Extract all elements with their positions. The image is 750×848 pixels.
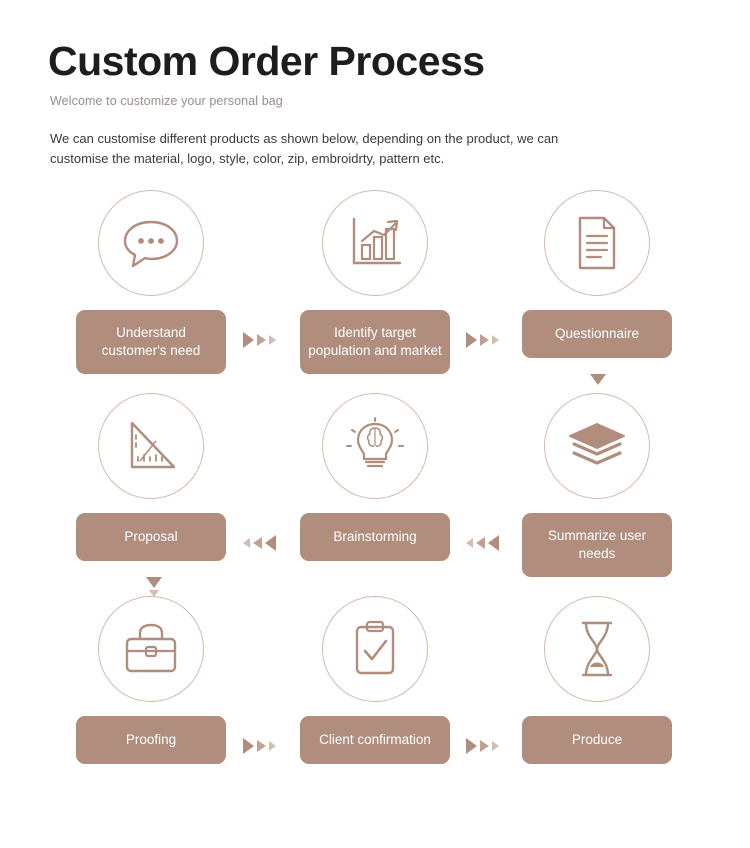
stacked-layers-icon <box>566 420 628 472</box>
step-3-icon-circle <box>544 190 650 296</box>
arrow-down-icon <box>146 577 162 588</box>
arrow-right-icon <box>480 740 489 752</box>
page-title: Custom Order Process <box>48 38 485 84</box>
step-8-icon-circle <box>322 596 428 702</box>
arrow-left-icon <box>488 535 499 551</box>
hourglass-icon <box>573 619 621 679</box>
chat-bubble-icon <box>121 216 181 270</box>
step-4-icon-circle <box>98 393 204 499</box>
arrow-right-icon <box>480 334 489 346</box>
step-5-icon-circle <box>322 393 428 499</box>
process-step-7[interactable] <box>56 596 246 764</box>
row3-arrow-1 <box>243 738 276 754</box>
arrow-right-icon <box>243 738 254 754</box>
arrow-right-icon <box>269 741 276 751</box>
process-step-1[interactable] <box>56 190 246 374</box>
process-step-9[interactable] <box>502 596 692 764</box>
row2-to-row3-arrow <box>146 577 162 597</box>
arrow-right-icon <box>492 335 499 345</box>
step-1-icon-circle <box>98 190 204 296</box>
row1-arrow-2 <box>466 332 499 348</box>
arrow-left-icon <box>466 538 473 548</box>
set-square-ruler-icon <box>122 417 180 475</box>
step-6-label: Summarize user needs <box>522 513 672 577</box>
step-8-label: Client confirmation <box>300 716 450 764</box>
arrow-down-icon <box>590 374 606 385</box>
row3-arrow-2 <box>466 738 499 754</box>
arrow-right-icon <box>257 334 266 346</box>
arrow-right-icon <box>243 332 254 348</box>
header <box>48 38 708 169</box>
document-lines-icon <box>573 214 621 272</box>
step-9-label: Produce <box>522 716 672 764</box>
row2-arrow-1 <box>243 535 276 551</box>
process-step-4[interactable] <box>56 393 246 561</box>
arrow-right-icon <box>269 335 276 345</box>
clipboard-check-icon <box>350 619 400 679</box>
bar-chart-growth-icon <box>346 215 404 271</box>
row2-arrow-2 <box>466 535 499 551</box>
arrow-right-icon <box>492 741 499 751</box>
arrow-left-icon <box>265 535 276 551</box>
step-2-label: Identify target population and market <box>300 310 450 374</box>
brain-lightbulb-icon <box>344 416 406 476</box>
step-7-label: Proofing <box>76 716 226 764</box>
arrow-left-icon <box>253 537 262 549</box>
step-4-label: Proposal <box>76 513 226 561</box>
arrow-right-icon <box>466 332 477 348</box>
arrow-right-icon <box>257 740 266 752</box>
handbag-icon <box>121 621 181 677</box>
step-7-icon-circle <box>98 596 204 702</box>
arrow-left-icon <box>476 537 485 549</box>
process-step-2[interactable] <box>280 190 470 374</box>
process-row-3 <box>0 596 750 799</box>
step-5-label: Brainstorming <box>300 513 450 561</box>
arrow-right-icon <box>466 738 477 754</box>
process-step-6[interactable] <box>502 393 692 577</box>
process-row-2 <box>0 393 750 596</box>
step-2-icon-circle <box>322 190 428 296</box>
process-step-8[interactable] <box>280 596 470 764</box>
process-step-3[interactable] <box>502 190 692 358</box>
step-1-label: Understand customer's need <box>76 310 226 374</box>
step-6-icon-circle <box>544 393 650 499</box>
process-step-5[interactable] <box>280 393 470 561</box>
row1-to-row2-arrow <box>590 374 606 385</box>
row1-arrow-1 <box>243 332 276 348</box>
page-subtitle: Welcome to customize your personal bag <box>50 94 283 109</box>
process-row-1 <box>0 190 750 393</box>
arrow-left-icon <box>243 538 250 548</box>
intro-paragraph: We can customise different products as shown below, depending on the product, we can customise the material, logo, style, color, zip, embroidrty, pattern etc. <box>50 131 559 167</box>
process-grid <box>0 190 750 799</box>
step-9-icon-circle <box>544 596 650 702</box>
step-3-label: Questionnaire <box>522 310 672 358</box>
